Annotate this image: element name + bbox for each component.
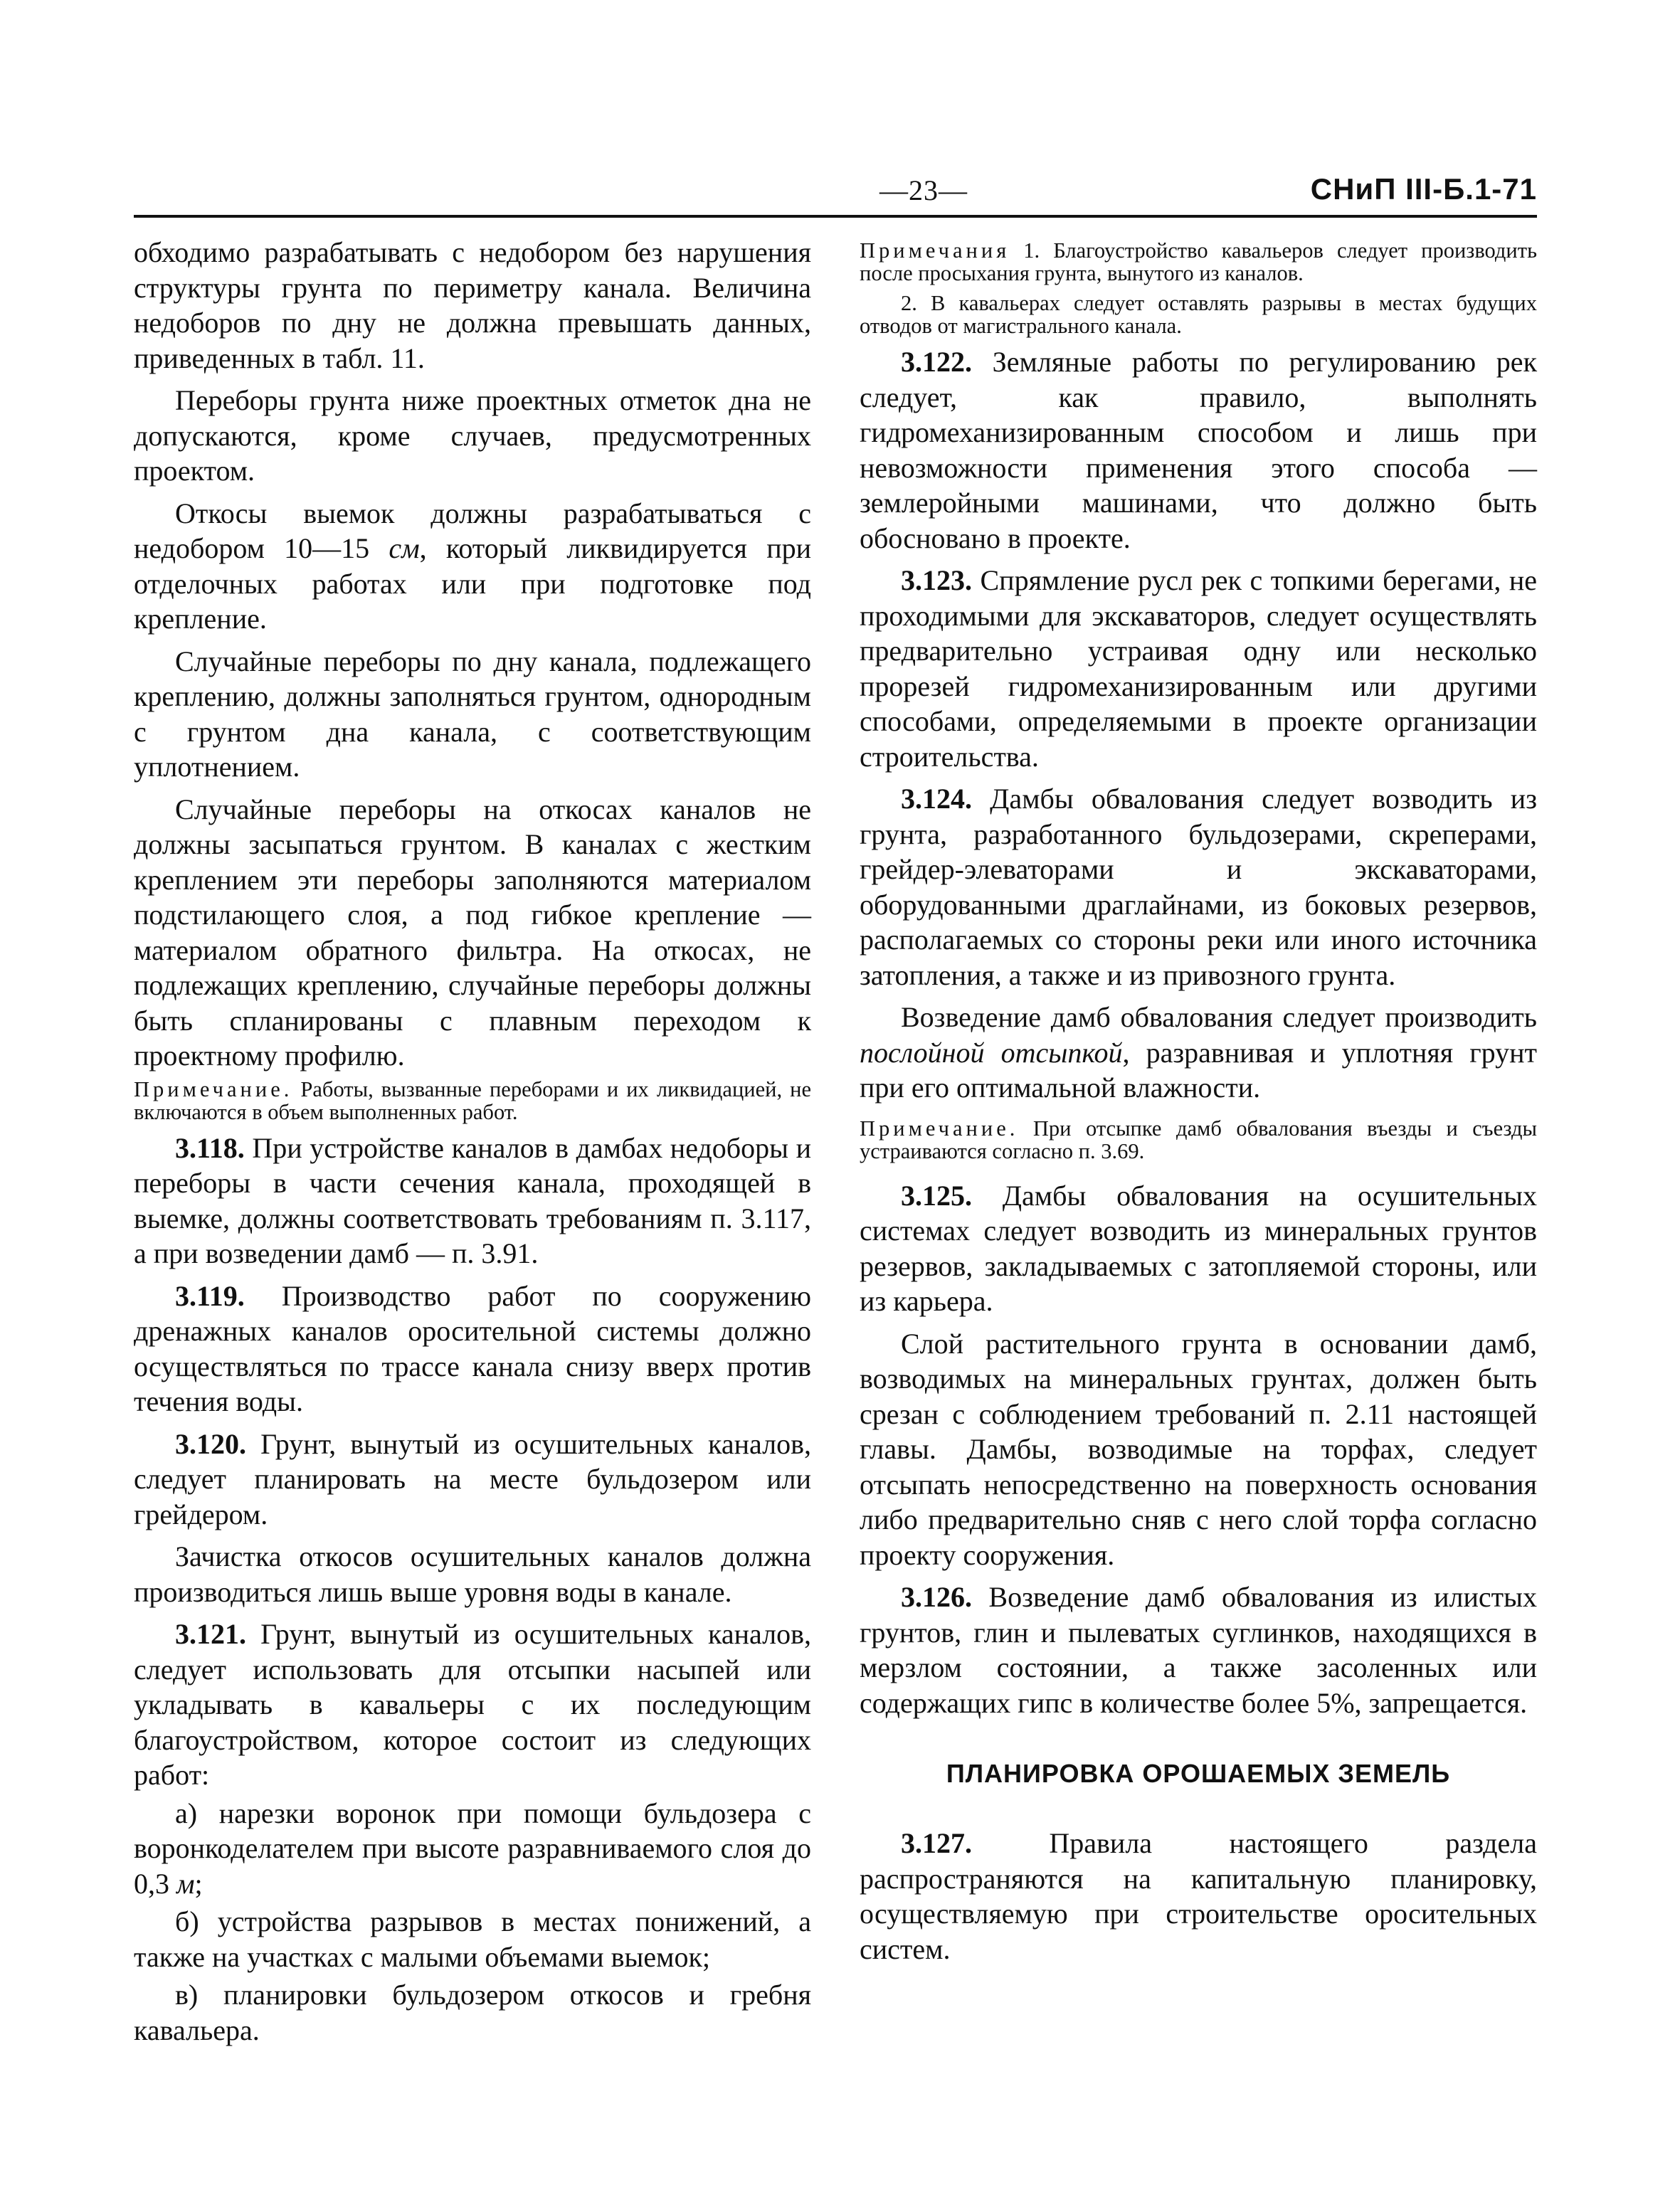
- clause-number: 3.127.: [901, 1827, 972, 1859]
- clause-text: Правила настоящего раздела распространяются на капитальную планировку, осуществляемую при строительстве оросительных систем.: [860, 1827, 1537, 1965]
- clause-number: 3.118.: [175, 1131, 245, 1164]
- emphasis-text: послойной отсыпкой: [860, 1036, 1123, 1069]
- note: 2. В кавальерах следует оставлять разрывы в местах будущих отводов от магистрального канала.: [860, 291, 1537, 338]
- unit-text: м: [176, 1867, 195, 1900]
- note-label: Примечания: [860, 238, 1010, 263]
- clause-3-124: [860, 781, 1537, 993]
- clause-text: Грунт, вынутый из осушительных каналов, следует использовать для отсыпки насыпей или укладывать в кавальеры с их последующим благоустройством, которое состоит из следующих работ:: [134, 1618, 811, 1791]
- clause-text: Грунт, вынутый из осушительных каналов, следует планировать на месте бульдозером или грейдером.: [134, 1427, 811, 1530]
- paragraph: Переборы грунта ниже проектных отметок дна не допускаются, кроме случаев, предусмотренных проектом.: [134, 384, 811, 487]
- paragraph: Слой растительного грунта в основании дамб, возводимых на минеральных грунтах, должен быть срезан с соблюдением требований п. 2.11 настоящей главы. Дамбы, возводимые на торфах, следует отсыпать непосредственно на поверхность основания либо предварительно сняв с него слой торфа согласно проекту сооружения.: [860, 1327, 1537, 1571]
- left-column: [134, 235, 811, 2048]
- clause-text: Спрямление русл рек с топкими берегами, не проходимыми для экскаваторов, следует осуществлять предварительно устраивая одну или несколько прорезей гидромеханизированным или другими способами, определяемыми в проекте организации строительства.: [860, 564, 1537, 773]
- clause-3-119: [134, 1279, 811, 1419]
- document-code: СНиП III-Б.1-71: [1310, 172, 1537, 206]
- note-label: Примечание.: [860, 1116, 1019, 1141]
- note: [134, 1078, 811, 1123]
- clause-text: Дамбы обвалования на осушительных системах следует возводить из минеральных грунтов резервов, закладываемых с затопляемой стороны, или из карьера.: [860, 1179, 1537, 1317]
- clause-number: 3.122.: [901, 346, 972, 378]
- clause-3-125: [860, 1178, 1537, 1319]
- list-item-v: в) планировки бульдозером откосов и гребня кавальера.: [134, 1979, 811, 2046]
- list-item-b: б) устройства разрывов в местах понижений, а также на участках с малыми объемами выемок;: [134, 1905, 811, 1973]
- clause-3-121: [134, 1617, 811, 1793]
- paragraph-text: Откосы выемок должны разрабатываться с недобором 10—15: [134, 497, 811, 564]
- right-column: [860, 235, 1537, 1967]
- clause-text: Земляные работы по регулированию рек следует, как правило, выполнять гидромеханизированным способом и лишь при невозможности применения этого способа — землеройными машинами, что должно быть обосновано в проекте.: [860, 346, 1537, 554]
- paragraph-text: , который ликвидируется при отделочных работах или при подготовке под крепление.: [134, 532, 812, 635]
- header-rule: [134, 215, 1537, 218]
- clause-text: Возведение дамб обвалования из илистых грунтов, глин и пылеватых суглинков, находящихся в мерзлом состоянии, а также засоленных или содержащих гипс в количестве более 5%, запрещается.: [860, 1581, 1537, 1719]
- clause-text: Дамбы обвалования следует возводить из грунта, разработанного бульдозерами, скреперами, грейдер-элеваторами и экскаваторами, оборудованными драглайнами, из боковых резервов, располагаемых со стороны реки или иного источника затопления, а также и из привозного грунта.: [860, 783, 1537, 991]
- note-label: Примечание.: [134, 1076, 293, 1101]
- paragraph-text: , разравнивая и уплотняя грунт при его оптимальной влажности.: [860, 1036, 1537, 1104]
- paragraph: обходимо разрабатывать с недобором без нарушения структуры грунта по периметру канала. Величина недоборов по дну не должна превышать данных, приведенных в табл. 11.: [134, 236, 811, 374]
- clause-number: 3.121.: [175, 1618, 246, 1650]
- clause-number: 3.126.: [901, 1581, 972, 1613]
- clause-number: 3.124.: [901, 783, 972, 815]
- paragraph: Случайные переборы по дну канала, подлежащего креплению, должны заполняться грунтом, однородным с грунтом дна канала, с соответствующим уплотнением.: [134, 645, 811, 783]
- clause-text: Производство работ по сооружению дренажных каналов оросительной системы должно осуществляться по трассе канала снизу вверх против течения воды.: [134, 1279, 811, 1417]
- list-text: а) нарезки воронок при помощи бульдозера с воронкоделателем при высоте разравниваемого слоя до 0,3: [134, 1797, 811, 1900]
- clause-number: 3.123.: [901, 564, 972, 596]
- note-text: Работы, вызванные переборами и их ликвидацией, не включаются в объем выполненных работ.: [134, 1076, 811, 1124]
- section-heading: ПЛАНИРОВКА ОРОШАЕМЫХ ЗЕМЕЛЬ: [946, 1759, 1451, 1788]
- clause-3-123: [860, 563, 1537, 774]
- list-item-a: [134, 1796, 811, 1902]
- page-header: [134, 165, 1537, 215]
- list-text: ;: [194, 1867, 203, 1900]
- paragraph: [134, 496, 811, 637]
- page-number: —23—: [879, 174, 968, 206]
- clause-number: 3.119.: [175, 1279, 245, 1312]
- clause-3-118: [134, 1131, 811, 1271]
- clause-3-120: [134, 1427, 811, 1533]
- paragraph: Случайные переборы на откосах каналов не должны засыпаться грунтом. В каналах с жестким креплением эти переборы заполняются материалом подстилающего слоя, а под гибкое крепление — материалом обратного фильтра. На откосах, не подлежащих креплению, случайные переборы должны быть спланированы с плавным переходом к проектному профилю.: [134, 793, 811, 1072]
- paragraph: [860, 1000, 1537, 1106]
- paragraph: Зачистка откосов осушительных каналов должна производиться лишь выше уровня воды в канале.: [134, 1540, 811, 1608]
- note-text: 1. Благоустройство кавальеров следует производить после просыхания грунта, вынутого из каналов.: [860, 238, 1537, 285]
- note-text: При отсыпке дамб обвалования въезды и съезды устраиваются согласно п. 3.69.: [860, 1116, 1537, 1163]
- clause-3-122: [860, 344, 1537, 556]
- paragraph-text: Возведение дамб обвалования следует производить: [901, 1001, 1537, 1033]
- unit-text: см: [389, 532, 420, 564]
- clause-number: 3.125.: [901, 1179, 972, 1212]
- note: [860, 1117, 1537, 1163]
- clause-number: 3.120.: [175, 1427, 246, 1460]
- clause-3-127: [860, 1826, 1537, 1967]
- note: [860, 239, 1537, 285]
- clause-text: При устройстве каналов в дамбах недоборы и переборы в части сечения канала, проходящей в выемке, должны соответствовать требованиям п. 3.117, а при возведении дамб — п. 3.91.: [134, 1131, 811, 1269]
- clause-3-126: [860, 1580, 1537, 1720]
